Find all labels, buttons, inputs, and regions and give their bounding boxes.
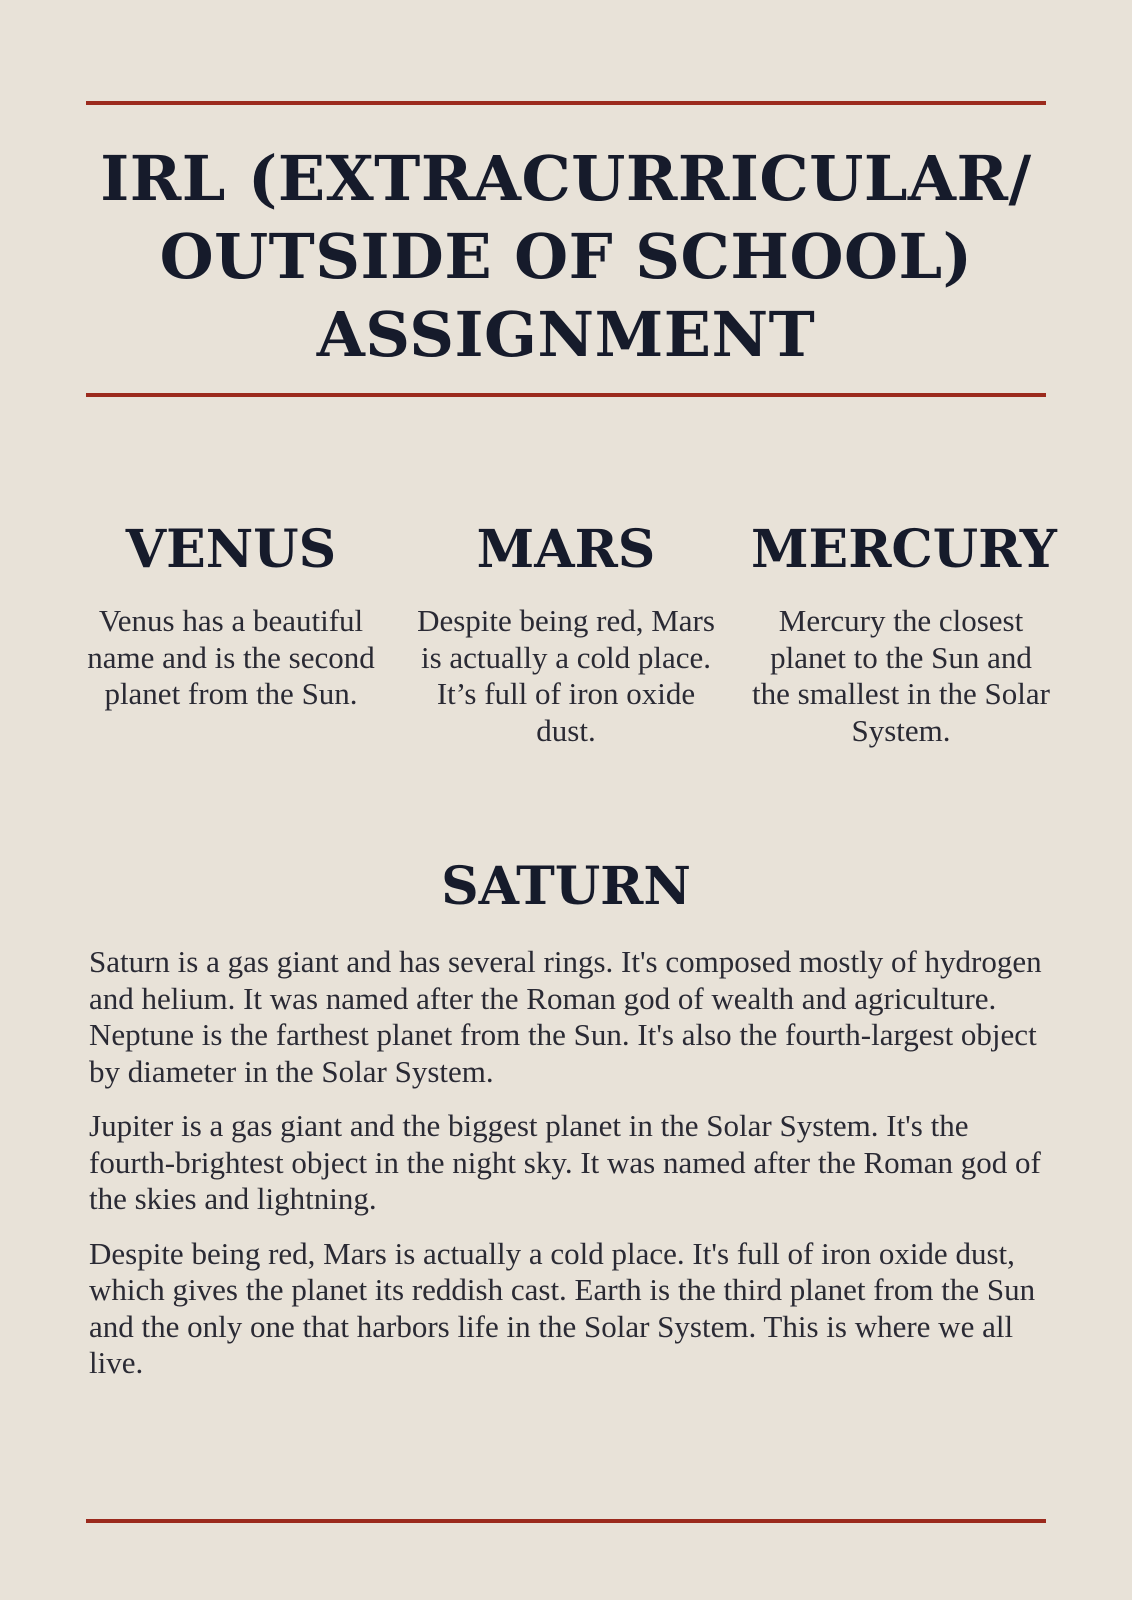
saturn-body <box>89 944 1049 1400</box>
title-divider <box>86 393 1046 397</box>
body-paragraph: Saturn is a gas giant and has several rings. It's composed mostly of hydrogen and helium. It was named after the Roman god of wealth and agriculture. Neptune is the farthest planet from the Sun. It's also the fourth-largest object by diameter in the Solar System. <box>89 944 1042 1089</box>
top-divider <box>86 101 1046 105</box>
planet-description-venus: Venus has a beautiful name and is the second planet from the Sun. <box>87 603 375 711</box>
planet-card-mars <box>416 515 716 749</box>
planet-heading-venus: VENUS <box>125 519 337 580</box>
planet-card-venus <box>81 515 381 713</box>
body-paragraph: Despite being red, Mars is actually a cold place. It's full of iron oxide dust, which gives the planet its reddish cast. Earth is the third planet from the Sun and the only one that harbors life in the Solar System. This is where we all live. <box>89 1235 1036 1380</box>
bottom-divider <box>86 1519 1046 1523</box>
body-paragraph: Jupiter is a gas giant and the biggest planet in the Solar System. It's the fourth-brightest object in the night sky. It was named after the Roman god of the skies and lightning. <box>89 1108 1041 1216</box>
planet-card-mercury <box>751 515 1057 749</box>
page-title: IRL (EXTRACURRICULAR/ OUTSIDE OF SCHOOL) ASSIGNMENT <box>100 142 1032 371</box>
planet-description-mercury: Mercury the closest planet to the Sun and the smallest in the Solar System. <box>752 603 1050 748</box>
planet-heading-mars: MARS <box>476 519 656 580</box>
planet-description-mars: Despite being red, Mars is actually a cold place. It’s full of iron oxide dust. <box>417 603 715 748</box>
saturn-heading: SATURN <box>441 856 691 917</box>
planet-heading-mercury: MERCURY <box>751 519 1057 580</box>
